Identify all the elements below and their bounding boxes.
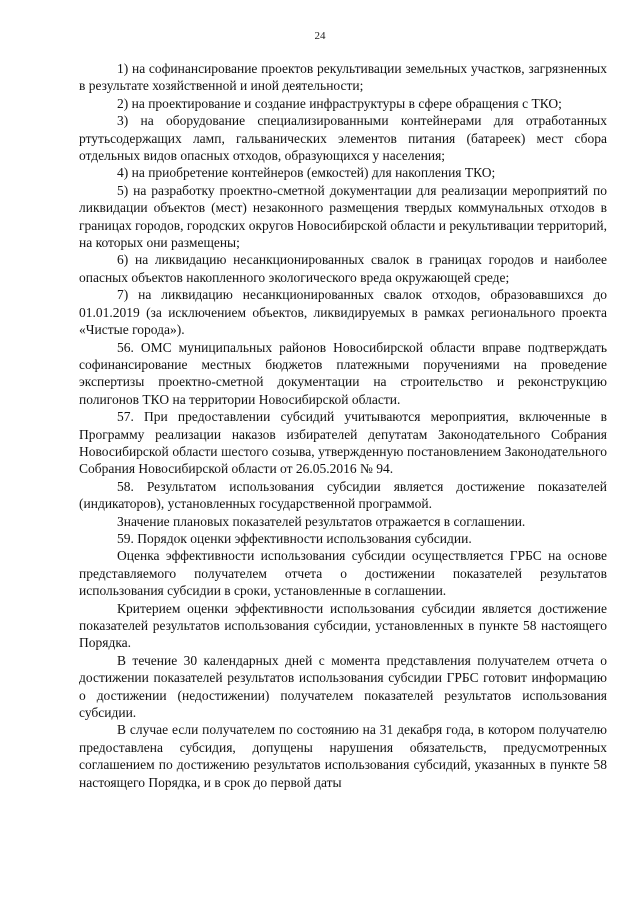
paragraph-clause-58: 58. Результатом использования субсидии является достижение показателей (индикаторов), установленных государственной программой. <box>79 478 607 512</box>
paragraph-evaluation: Оценка эффективности использования субсидии осуществляется ГРБС на основе представляемого получателем отчета о достижении показателей результатов использования субсидии в сроки, установленные в соглашении. <box>79 548 607 599</box>
paragraph-item-1: 1) на софинансирование проектов рекультивации земельных участков, загрязненных в результате хозяйственной и иной деятельности; <box>79 61 607 94</box>
paragraph-30-days: В течение 30 календарных дней с момента представления получателем отчета о достижении показателей результатов использования субсидии ГРБС готовит информацию о достижении (недостижении) получателем показателей результатов использования субсидии. <box>79 652 607 721</box>
page-number: 24 <box>314 30 326 42</box>
paragraph-clause-59: 59. Порядок оценки эффективности использования субсидии. <box>117 530 472 546</box>
document-body <box>79 60 607 791</box>
paragraph-item-2: 2) на проектирование и создание инфраструктуры в сфере обращения с ТКО; <box>117 95 562 111</box>
paragraph-clause-57: 57. При предоставлении субсидий учитываются мероприятия, включенные в Программу реализации наказов избирателей депутатам Законодательного Собрания Новосибирской области шестого созыва, утвержденную постановлением Законодательного Собрания Новосибирской области от 26.05.2016 № 94. <box>79 409 607 477</box>
paragraph-item-4: 4) на приобретение контейнеров (емкостей) для накопления ТКО; <box>117 165 496 181</box>
paragraph-clause-56: 56. ОМС муниципальных районов Новосибирской области вправе подтверждать софинансирование местных бюджетов платежными поручениями на проведение экспертизы проектно-сметной документации на строительство и реконструкцию полигонов ТКО на территории Новосибирской области. <box>79 339 607 407</box>
paragraph-planned-values: Значение плановых показателей результатов отражается в соглашении. <box>117 513 526 529</box>
paragraph-item-6: 6) на ликвидацию несанкционированных свалок в границах городов и наиболее опасных объектов накопленного экологического вреда окружающей среде; <box>79 252 607 285</box>
paragraph-criterion: Критерием оценки эффективности использования субсидии является достижение показателей результатов использования субсидии, установленных в пункте 58 настоящего Порядка. <box>79 600 607 651</box>
paragraph-item-5: 5) на разработку проектно-сметной документации для реализации мероприятий по ликвидации объектов (мест) незаконного размещения твердых коммунальных отходов в границах городов, городских округов Новосибирской области и рекультивации территорий, на которых они размещены; <box>79 182 607 251</box>
paragraph-violation-case: В случае если получателем по состоянию на 31 декабря года, в котором получателю предоставлена субсидия, допущены нарушения обязательств, предусмотренных соглашением по достижению результатов использования субсидий, указанных в пункте 58 настоящего Порядка, и в срок до первой даты <box>79 722 607 790</box>
paragraph-item-3: 3) на оборудование специализированными контейнерами для отработанных ртутьсодержащих ламп, гальванических элементов питания (батареек) мест сбора отдельных видов опасных отходов, образующихся у населения; <box>79 113 607 164</box>
paragraph-item-7: 7) на ликвидацию несанкционированных свалок отходов, образовавшихся до 01.01.2019 (за исключением объектов, ликвидируемых в рамках регионального проекта «Чистые города»). <box>79 287 607 338</box>
